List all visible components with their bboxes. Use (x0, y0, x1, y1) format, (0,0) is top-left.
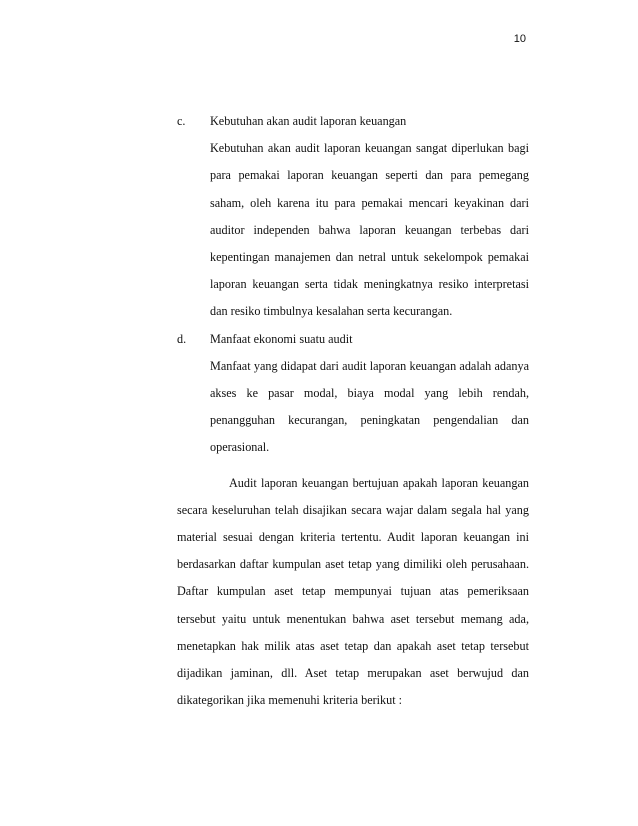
item-body: Manfaat yang didapat dari audit laporan keuangan adalah adanya akses ke pasar modal, biaya modal yang lebih rendah, penangguhan kecurangan, peningkatan pengendalian dan operasional. (210, 358, 529, 455)
page-number: 10 (513, 33, 526, 45)
list-marker: c. (177, 114, 186, 128)
list-marker: d. (177, 331, 187, 346)
section-spacer (177, 462, 529, 470)
item-heading: Kebutuhan akan audit laporan keuangan (210, 114, 407, 128)
item-body: Kebutuhan akan audit laporan keuangan sangat diperlukan bagi para pemakai laporan keuangan seperti dan para pemegang saham, oleh karena itu para pemakai mencari keyakinan dari auditor independen bahwa laporan keuangan terbebas dari kepentingan manajemen dan netral untuk sekelompok pemakai laporan keuangan serta tidak meningkatnya resiko interpretasi dan resiko timbulnya kesalahan serta kecurangan. (210, 141, 529, 319)
list-item-c (177, 108, 529, 326)
item-heading: Manfaat ekonomi suatu audit (210, 331, 353, 346)
body-paragraph: Audit laporan keuangan bertujuan apakah laporan keuangan secara keseluruhan telah disajikan secara wajar dalam segala hal yang material sesuai dengan kriteria tertentu. Audit laporan keuangan ini berdasarkan daftar kumpulan aset tetap yang dimiliki oleh perusahaan. Daftar kumpulan aset tetap mempunyai tujuan atas pemeriksaan tersebut yaitu untuk menentukan bahwa aset tersebut memang ada, menetapkan hak milik atas aset tetap dan apakah aset tetap tersebut dijadikan jaminan, dll. Aset tetap merupakan aset berwujud dan dikategorikan jika memenuhi kriteria berikut : (177, 475, 529, 708)
list-item-d (177, 326, 529, 462)
page-content (177, 108, 529, 714)
